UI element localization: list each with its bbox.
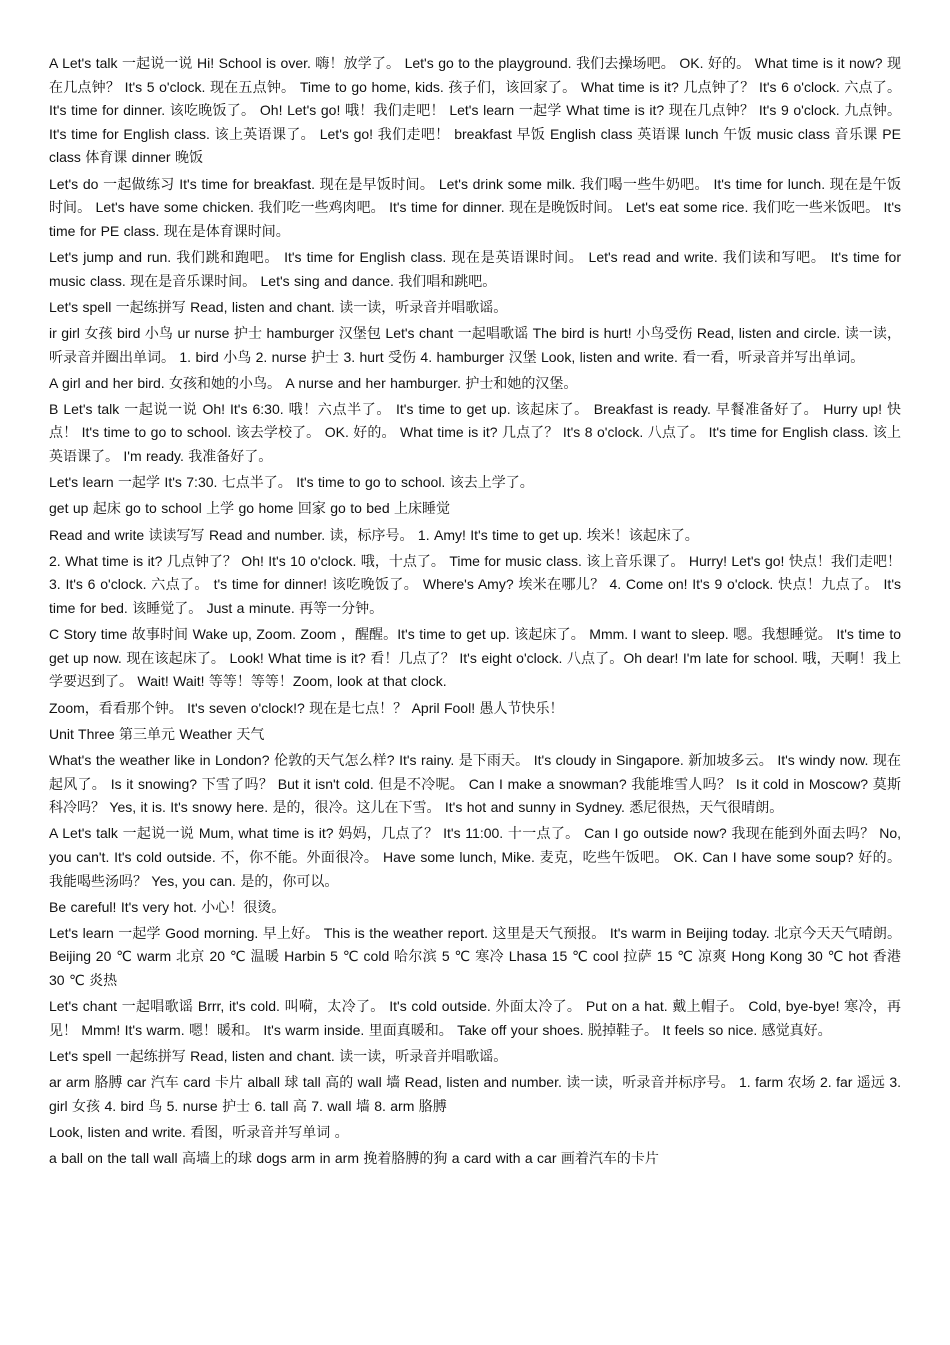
text-paragraph: B Let's talk 一起说一说 Oh! It's 6:30. 哦！六点半了。 It's time to get up. 该起床了。 Breakfast is ready. 早餐准备好了。 Hurry up! 快点！ It's time to go to school. 该去学校了。 OK. 好的。 What time is it? 几点了？ It's 8 o'clock. 八点了。 It's time for English class. 该上英语课了。 I'm ready. 我准备好了。 <box>49 400 901 465</box>
text-paragraph: A girl and her bird. 女孩和她的小鸟。 A nurse and her hamburger. 护士和她的汉堡。 <box>49 374 578 391</box>
text-paragraph: Look, listen and write. 看图，听录音并写单词 。 <box>49 1124 349 1140</box>
text-paragraph: Let's learn 一起学 Good morning. 早上好。 This is the weather report. 这里是天气预报。 It's warm in Beijing today. 北京今天天气晴朗。 Beijing 20 ℃ warm 北京 20 ℃ 温暖 Harbin 5 ℃ cold 哈尔滨 5 ℃ 寒冷 Lhasa 15 ℃ cool 拉萨 15 ℃ 凉爽 Hong Kong 30 ℃ hot 香港 30 ℃ 炎热 <box>49 924 901 989</box>
text-paragraph: Zoom，看看那个钟。 It's seven o'clock!? 现在是七点！？ April Fool! 愚人节快乐！ <box>49 699 564 716</box>
text-paragraph: What's the weather like in London? 伦敦的天气怎么样? It's rainy. 是下雨天。 It's cloudy in Singapore. 新加坡多云。 It's windy now. 现在起风了。 Is it snowing? 下雪了吗？ But it isn't cold. 但是不冷呢。 Can I make a snowman? 我能堆雪人吗？ Is it cold in Moscow? 莫斯科冷吗？ Yes, it is. It's snowy here. 是的，很冷。这儿在下雪。 It's hot and sunny in Sydney. 悉尼很热，天气很晴朗。 <box>49 751 901 816</box>
text-paragraph: get up 起床 go to school 上学 go home 回家 go to bed 上床睡觉 <box>49 500 451 517</box>
text-paragraph: A Let's talk 一起说一说 Hi! School is over. 嗨！放学了。 Let's go to the playground. 我们去操场吧。 OK. 好的。 What time is it now? 现在几点钟？ It's 5 o'clock. 现在五点钟。 Time to go home, kids. 孩子们，该回家了。 What time is it? 几点钟了？ It's 6 o'clock. 六点了。 It's time for dinner. 该吃晚饭了。 Oh! Let's go! 哦！我们走吧！ Let's learn 一起学 What time is it? 现在几点钟？ It's 9 o'clock. 九点钟。 It's time for English class. 该上英语课了。 Let's go! 我们走吧！ breakfast 早饭 English class 英语课 lunch 午饭 music class 音乐课 PE class 体育课 dinner 晚饭 <box>49 55 901 166</box>
text-paragraph: 2. What time is it? 几点钟了？ Oh! It's 10 o'clock. 哦，十点了。 Time for music class. 该上音乐课了。 Hurry! Let's go! 快点！我们走吧！ 3. It's 6 o'clock. 六点了。 t's time for dinner! 该吃晚饭了。 Where's Amy? 埃米在哪儿？ 4. Come on! It's 9 o'clock. 快点！九点了。 It's time for bed. 该睡觉了。 Just a minute. 再等一分钟。 <box>49 552 901 616</box>
text-paragraph: Let's chant 一起唱歌谣 Brrr, it's cold. 叫嗬，太冷了。 It's cold outside. 外面太冷了。 Put on a hat. 戴上帽子。 Cold, bye-bye! 寒冷，再见！ Mmm! It's warm. 嗯！暖和。 It's warm inside. 里面真暖和。 Take off your shoes. 脱掉鞋子。 It feels so nice. 感觉真好。 <box>49 998 901 1038</box>
text-paragraph: Let's spell 一起练拼写 Read, listen and chant. 读一读，听录音并唱歌谣。 <box>49 298 508 315</box>
text-paragraph: C Story time 故事时间 Wake up, Zoom. Zoom ，醒醒。It's time to get up. 该起床了。 Mmm. I want to sleep. 嗯。我想睡觉。 It's time to get up now. 现在该起床了。 Look! What time is it? 看！几点了？ It's eight o'clock. 八点了。Oh dear! I'm late for school. 哦，天啊！我上学要迟到了。 Wait! Wait! 等等！等等！Zoom, look at that clock. <box>49 626 901 690</box>
text-paragraph: ir girl 女孩 bird 小鸟 ur nurse 护士 hamburger 汉堡包 Let's chant 一起唱歌谣 The bird is hurt! 小鸟受伤 Read, listen and circle. 读一读，听录音并圈出单词。 1. bird 小鸟 2. nurse 护士 3. hurt 受伤 4. hamburger 汉堡 Look, listen and write. 看一看，听录音并写出单词。 <box>49 324 901 365</box>
text-paragraph: Let's spell 一起练拼写 Read, listen and chant. 读一读，听录音并唱歌谣。 <box>49 1048 508 1065</box>
text-paragraph: Let's jump and run. 我们跳和跑吧。 It's time for English class. 现在是英语课时间。 Let's read and write. 我们读和写吧。 It's time for music class. 现在是音乐课时间。 Let's sing and dance. 我们唱和跳吧。 <box>49 248 901 289</box>
text-paragraph: Be careful! It's very hot. 小心！很烫。 <box>49 898 286 915</box>
document-page <box>49 52 901 1173</box>
text-paragraph: Read and write 读读写写 Read and number. 读，标序号。 1. Amy! It's time to get up. 埃米！该起床了。 <box>49 526 699 543</box>
text-paragraph: a ball on the tall wall 高墙上的球 dogs arm in arm 挽着胳膊的狗 a card with a car 画着汽车的卡片 <box>49 1150 659 1167</box>
text-paragraph: Let's do 一起做练习 It's time for breakfast. 现在是早饭时间。 Let's drink some milk. 我们喝一些牛奶吧。 It's time for lunch. 现在是午饭时间。 Let's have some chicken. 我们吃一些鸡肉吧。 It's time for dinner. 现在是晚饭时间。 Let's eat some rice. 我们吃一些米饭吧。 It's time for PE class. 现在是体育课时间。 <box>49 175 901 239</box>
text-paragraph: A Let's talk 一起说一说 Mum, what time is it? 妈妈，几点了？ It's 11:00. 十一点了。 Can I go outside now? 我现在能到外面去吗？ No, you can't. It's cold outside. 不，你不能。外面很冷。 Have some lunch, Mike. 麦克，吃些午饭吧。 OK. Can I have some soup? 好的。我能喝些汤吗？ Yes, you can. 是的，你可以。 <box>49 825 901 889</box>
text-paragraph: ar arm 胳膊 car 汽车 card 卡片 alball 球 tall 高的 wall 墙 Read, listen and number. 读一读，听录音并标序号。 1. farm 农场 2. far 遥远 3. girl 女孩 4. bird 鸟 5. nurse 护士 6. tall 高 7. wall 墙 8. arm 胳膊 <box>49 1074 901 1114</box>
unit-heading: Unit Three 第三单元 Weather 天气 <box>49 725 265 742</box>
text-paragraph: Let's learn 一起学 It's 7:30. 七点半了。 It's time to go to school. 该去上学了。 <box>49 474 534 491</box>
